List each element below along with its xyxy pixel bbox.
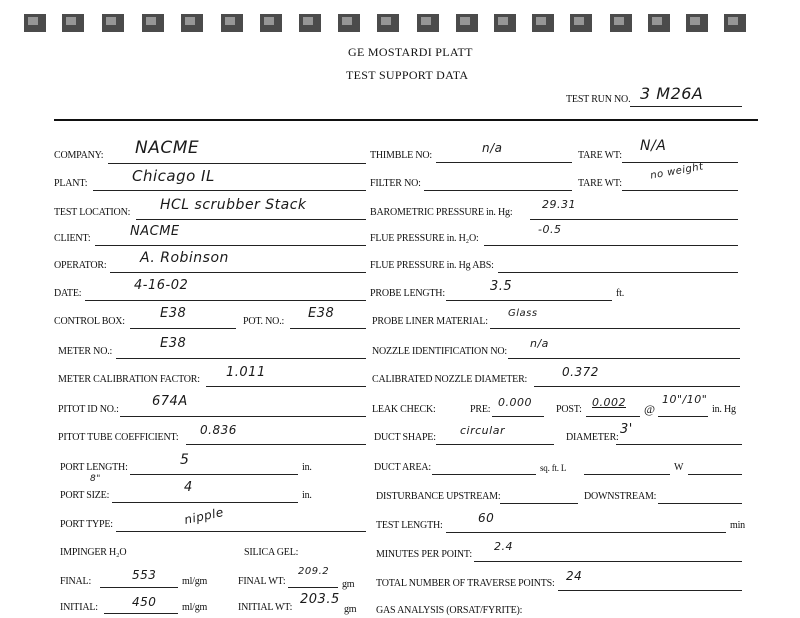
port-size-value: 4	[184, 480, 193, 495]
traverse-points-line	[558, 590, 742, 591]
tare-wt-2-value: no weight	[649, 161, 705, 182]
duct-shape-line	[436, 444, 554, 445]
final-wt-line	[288, 587, 338, 588]
traverse-points-value: 24	[566, 569, 583, 583]
duct-area-w-line	[688, 474, 742, 475]
pitot-id-value: 674A	[152, 394, 188, 409]
punch-hole	[62, 14, 84, 32]
test-length-label: TEST LENGTH:	[376, 520, 443, 531]
probe-length-label: PROBE LENGTH:	[370, 288, 445, 299]
flue-pressure-hg-label: FLUE PRESSURE in. Hg ABS:	[370, 260, 494, 271]
impinger-label: IMPINGER H₂O	[60, 547, 127, 558]
flue-pressure-h2o-line	[484, 245, 738, 246]
header-divider	[54, 119, 758, 121]
silica-gel-label: SILICA GEL:	[244, 547, 299, 558]
final-label: FINAL:	[60, 576, 92, 587]
punch-hole	[648, 14, 670, 32]
probe-length-value: 3.5	[490, 279, 513, 294]
final-wt-value: 209.2	[298, 566, 330, 577]
leak-post-line	[586, 416, 640, 417]
client-label: CLIENT:	[54, 233, 91, 244]
operator-value: A. Robinson	[140, 250, 229, 266]
nozzle-diameter-line	[534, 386, 740, 387]
punch-hole	[456, 14, 478, 32]
initial-wt-value: 203.5	[300, 592, 340, 607]
leak-vacuum-value: 10"/10"	[662, 393, 708, 406]
port-size-note: 8"	[90, 474, 101, 484]
punch-hole	[221, 14, 243, 32]
punch-hole	[532, 14, 554, 32]
port-type-label: PORT TYPE:	[60, 519, 113, 530]
control-box-value: E38	[160, 306, 187, 321]
punch-hole	[299, 14, 321, 32]
company-label: COMPANY:	[54, 150, 104, 161]
pitot-coef-line	[186, 444, 366, 445]
pitot-id-line	[120, 416, 366, 417]
duct-area-w-label: W	[674, 462, 684, 473]
pot-no-label: POT. NO.:	[243, 316, 285, 327]
disturbance-downstream-label: DOWNSTREAM:	[584, 491, 657, 502]
client-value: NACME	[130, 224, 180, 239]
duct-diameter-line	[616, 444, 742, 445]
port-type-line	[116, 531, 366, 532]
meter-cal-label: METER CALIBRATION FACTOR:	[58, 374, 200, 385]
probe-liner-value: Glass	[508, 308, 538, 319]
final-wt-unit: gm	[342, 579, 355, 590]
final-unit: ml/gm	[182, 576, 208, 587]
barometric-line	[530, 219, 738, 220]
duct-diameter-label: DIAMETER:	[566, 432, 619, 443]
duct-area-l-line	[584, 474, 670, 475]
test-location-value: HCL scrubber Stack	[160, 197, 307, 213]
minutes-per-point-value: 2.4	[494, 540, 513, 553]
control-box-label: CONTROL BOX:	[54, 316, 125, 327]
punch-hole	[102, 14, 124, 32]
final-wt-label: FINAL WT:	[238, 576, 286, 587]
tare-wt-label: TARE WT:	[578, 150, 622, 161]
punch-hole	[142, 14, 164, 32]
punch-hole	[338, 14, 360, 32]
barometric-label: BAROMETRIC PRESSURE in. Hg:	[370, 207, 513, 218]
nozzle-id-line	[508, 358, 740, 359]
duct-area-line	[432, 474, 536, 475]
nozzle-id-value: n/a	[530, 337, 549, 350]
leak-check-label: LEAK CHECK:	[372, 404, 436, 415]
initial-value: 450	[132, 595, 157, 609]
pot-no-line	[290, 328, 366, 329]
test-location-label: TEST LOCATION:	[54, 207, 131, 218]
operator-line	[110, 272, 366, 273]
meter-no-value: E38	[160, 336, 187, 351]
run-number-label: TEST RUN NO.	[566, 94, 631, 105]
operator-label: OPERATOR:	[54, 260, 107, 271]
initial-label: INITIAL:	[60, 602, 98, 613]
port-length-line	[130, 474, 298, 475]
pitot-coef-value: 0.836	[200, 423, 237, 437]
leak-pre-line	[492, 416, 544, 417]
punch-hole	[181, 14, 203, 32]
leak-pre-value: 0.000	[498, 396, 532, 409]
final-line	[100, 587, 178, 588]
nozzle-id-label: NOZZLE IDENTIFICATION NO:	[372, 346, 507, 357]
thimble-line	[436, 162, 572, 163]
flue-pressure-hg-line	[498, 272, 738, 273]
meter-cal-value: 1.011	[226, 365, 266, 380]
flue-pressure-h2o-value: -0.5	[538, 223, 562, 236]
disturbance-upstream-label: DISTURBANCE UPSTREAM:	[376, 491, 501, 502]
gas-analysis-label: GAS ANALYSIS (ORSAT/FYRITE):	[376, 605, 523, 616]
port-length-unit: in.	[302, 462, 312, 473]
minutes-per-point-label: MINUTES PER POINT:	[376, 549, 472, 560]
initial-wt-label: INITIAL WT:	[238, 602, 293, 613]
punch-hole	[570, 14, 592, 32]
pot-no-value: E38	[308, 306, 335, 321]
leak-vacuum-line	[658, 416, 708, 417]
test-length-value: 60	[478, 511, 495, 525]
initial-unit: ml/gm	[182, 602, 208, 613]
leak-post-label: POST:	[556, 404, 582, 415]
punch-hole	[686, 14, 708, 32]
nozzle-diameter-value: 0.372	[562, 365, 599, 379]
punch-hole	[24, 14, 46, 32]
port-length-label: PORT LENGTH:	[60, 462, 128, 473]
leak-post-value: 0.002	[592, 396, 626, 409]
punch-hole	[724, 14, 746, 32]
plant-label: PLANT:	[54, 178, 88, 189]
meter-no-line	[116, 358, 366, 359]
date-line	[85, 300, 366, 301]
tare-wt-2-line	[622, 190, 738, 191]
pitot-id-label: PITOT ID NO.:	[58, 404, 119, 415]
leak-pre-label: PRE:	[470, 404, 491, 415]
tare-wt-2-label: TARE WT:	[578, 178, 622, 189]
port-size-line	[112, 502, 298, 503]
minutes-per-point-line	[474, 561, 742, 562]
thimble-value: n/a	[482, 141, 503, 155]
tare-wt-value: N/A	[640, 138, 667, 154]
punch-hole	[494, 14, 516, 32]
thimble-label: THIMBLE NO:	[370, 150, 432, 161]
date-value: 4-16-02	[134, 278, 189, 293]
punch-hole	[610, 14, 632, 32]
run-number-value: 3 M26A	[640, 84, 704, 103]
initial-wt-unit: gm	[344, 604, 357, 615]
form-title: TEST SUPPORT DATA	[346, 68, 469, 82]
port-size-unit: in.	[302, 490, 312, 501]
final-value: 553	[132, 568, 157, 582]
duct-diameter-value: 3'	[620, 422, 633, 437]
duct-shape-label: DUCT SHAPE:	[374, 432, 436, 443]
pitot-coef-label: PITOT TUBE COEFFICIENT:	[58, 432, 179, 443]
company-header: GE MOSTARDI PLATT	[348, 45, 473, 59]
port-length-value: 5	[180, 452, 190, 468]
punch-hole	[377, 14, 399, 32]
plant-line	[93, 190, 366, 191]
test-location-line	[136, 219, 366, 220]
port-type-value: nipple	[182, 505, 225, 527]
probe-liner-label: PROBE LINER MATERIAL:	[372, 316, 488, 327]
run-number-line	[630, 106, 742, 107]
company-value: NACME	[135, 138, 200, 158]
probe-length-unit: ft.	[616, 288, 625, 299]
tare-wt-line	[622, 162, 738, 163]
probe-length-line	[446, 300, 612, 301]
nozzle-diameter-label: CALIBRATED NOZZLE DIAMETER:	[372, 374, 528, 385]
duct-area-label: DUCT AREA:	[374, 462, 431, 473]
duct-shape-value: circular	[460, 424, 505, 437]
barometric-value: 29.31	[542, 198, 576, 211]
punch-hole	[260, 14, 282, 32]
date-label: DATE:	[54, 288, 82, 299]
plant-value: Chicago IL	[132, 167, 215, 185]
leak-unit: in. Hg	[712, 404, 736, 415]
test-length-line	[446, 532, 726, 533]
client-line	[95, 245, 366, 246]
probe-liner-line	[490, 328, 740, 329]
company-line	[108, 163, 366, 164]
meter-cal-line	[206, 386, 366, 387]
punch-hole	[417, 14, 439, 32]
filter-label: FILTER NO:	[370, 178, 421, 189]
flue-pressure-h2o-label: FLUE PRESSURE in. H₂O:	[370, 233, 479, 244]
test-length-unit: min	[730, 520, 745, 531]
duct-area-unit: sq. ft. L	[540, 463, 567, 473]
traverse-points-label: TOTAL NUMBER OF TRAVERSE POINTS:	[376, 578, 555, 589]
leak-at-symbol: @	[644, 402, 655, 416]
port-size-label: PORT SIZE:	[60, 490, 110, 501]
filter-line	[424, 190, 572, 191]
disturbance-downstream-line	[658, 503, 742, 504]
initial-line	[104, 613, 178, 614]
meter-no-label: METER NO.:	[58, 346, 113, 357]
control-box-line	[130, 328, 236, 329]
disturbance-upstream-line	[500, 503, 578, 504]
